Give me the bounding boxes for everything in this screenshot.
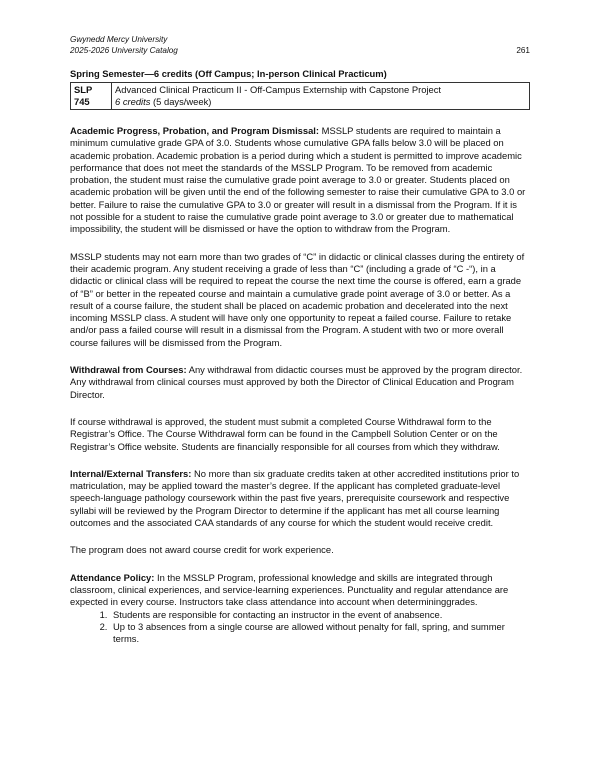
- academic-progress-heading: Academic Progress, Probation, and Program Dismissal:: [70, 125, 320, 136]
- page-number: 261: [516, 46, 530, 55]
- withdrawal-form-paragraph: If course withdrawal is approved, the student must submit a completed Course Withdrawal form to the Registrar’s Office. The Course Withdrawal form can be found in the Campbell Solution Center or on the Registrar’s Office website. Students are financially responsible for all courses from which they withdraw.: [70, 415, 500, 452]
- attendance-list: [70, 609, 530, 646]
- attendance-heading: Attendance Policy:: [70, 571, 155, 583]
- course-details: [112, 83, 530, 110]
- withdrawal-heading: Withdrawal from Courses:: [70, 364, 187, 376]
- transfers-paragraph: [70, 468, 530, 529]
- attendance-paragraph: [70, 572, 530, 609]
- course-code: SLP 745: [71, 83, 112, 110]
- transfers-body: No more than six graduate credits taken at other accredited institutions prior to matriculation, may be applied toward the master’s degree. If the applicant has completed graduate-level speech-language pathology coursework within the past five years, prerequisite coursework and respective syllabi will be reviewed by the Program Director to determine if the applicant has met all course learning outcomes and the associated CAA standards of any course for which the student would receive credit.: [70, 467, 520, 529]
- withdrawal-body: Any withdrawal from didactic courses must be approved by the program director. Any withdrawal from clinical courses must approved by both the Director of Clinical Education and Program Director.: [70, 364, 523, 400]
- course-title: Advanced Clinical Practicum II - Off-Campus Externship with Capstone Project: [115, 84, 442, 95]
- page-header: [70, 34, 530, 56]
- list-item: 2. Up to 3 absences from a single course are allowed without penalty for fall, spring, and summer terms.: [110, 621, 530, 646]
- transfers-heading: Internal/External Transfers:: [70, 467, 192, 479]
- withdrawal-paragraph: [70, 364, 530, 401]
- academic-progress-body: MSSLP students are required to maintain a minimum cumulative grade GPA of 3.0. Students whose cumulative GPA falls below 3.0 will be placed on academic probation. Academic probation is a period during which a student is permitted to improve academic performance that does not meet the standards of the MSSLP Program. To be removed from academic probation, the student must raise the cumulative grade point average to 3.0 or greater. Students placed on academic probation will be given until the end of the following semester to raise their cumulative GPA to 3.0 or better. Failure to raise the cumulative GPA to 3.0 or greater will result in a dismissal from the Program. If it is not possible for a student to raise the cumulative grade point average to 3.0 or greater due to mathematical impossibility, the student will be dismissed or have the option to withdraw from the Program.: [70, 125, 526, 235]
- work-experience-paragraph: The program does not award course credit for work experience.: [70, 544, 334, 556]
- course-credits-line: [115, 96, 526, 108]
- course-credits: 6 credits: [115, 96, 151, 107]
- academic-progress-paragraph: [70, 125, 530, 236]
- semester-heading: Spring Semester—6 credits (Off Campus; In-person Clinical Practicum): [70, 68, 387, 79]
- grades-c-paragraph: MSSLP students may not earn more than two grades of “C” in didactic or clinical classes during the entirety of their academic program. Any student receiving a grade of less than “C” (including a grade of “C -“), in a didactic or clinical class will be required to repeat the course the next time the course is offered, earn a grade of “B” or better in the repeated course and maintain a cumulative grade point average of 3.0 or better. As a result of a course failure, the student shall be placed on academic probation and decelerated into the next incoming MSSLP class. A student will have only one opportunity to repeat a failed course. Failure to retake and/or pass a failed course will result in a dismissal from the Program. A student with two or more overall course failures will be dismissed from the Program.: [70, 250, 525, 348]
- list-item: 1. Students are responsible for contacting an instructor in the event of anabsence.: [110, 609, 530, 621]
- catalog-title: 2025-2026 University Catalog: [70, 46, 178, 55]
- attendance-body: In the MSSLP Program, professional knowledge and skills are integrated through classroom, clinical experiences, and service-learning experiences. Punctuality and regular attendance are expected in every course. Instructors take class attendance into account when determininggrades.: [70, 571, 509, 608]
- university-name: Gwynedd Mercy University: [70, 35, 168, 44]
- course-schedule: (5 days/week): [150, 96, 212, 107]
- course-table: [70, 82, 530, 110]
- course-row: [71, 83, 530, 110]
